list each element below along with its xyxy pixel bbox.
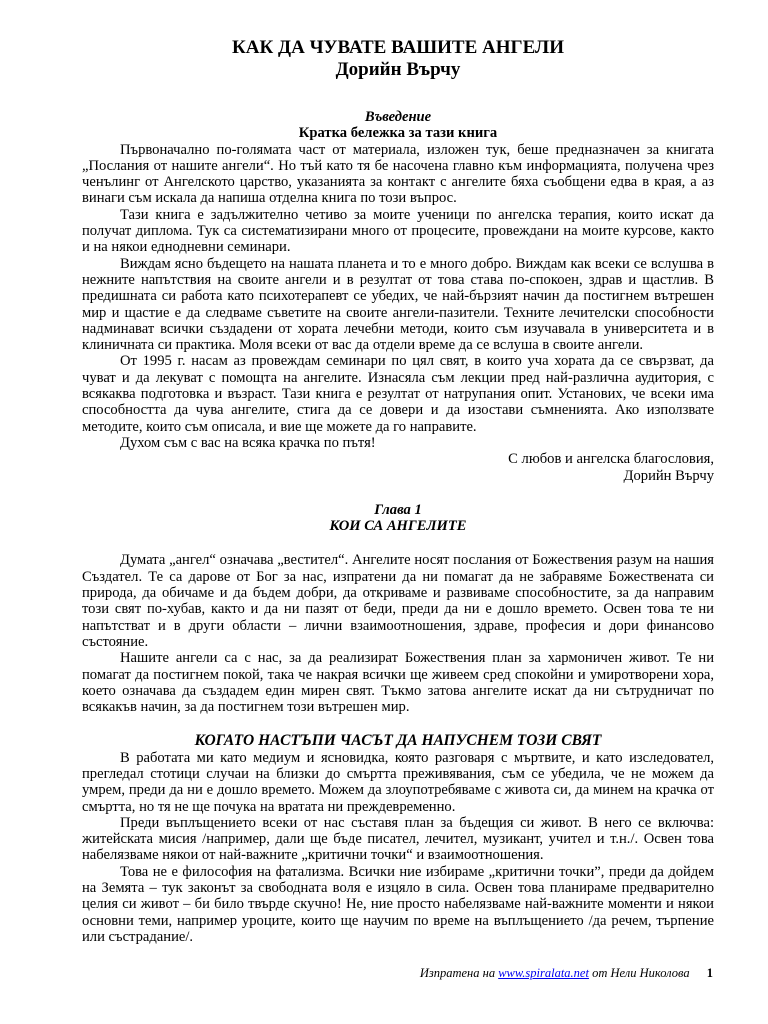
intro-signature: Дорийн Върчу	[623, 467, 714, 484]
page-number: 1	[706, 966, 713, 980]
intro-paragraph: Тази книга е задължително четиво за моите ученици по ангелска терапия, които искат да получат диплома. Тук са систематизирани много от процесите, провеждани на моите курсове, както и на някои еднодневни семинари.	[82, 206, 714, 256]
section-paragraph: В работата ми като медиум и ясновидка, която разговаря с мъртвите, и като изследовател, прегледал стотици случаи на близки до смъртта преживявания, съм се убедила, че не можем да умрем, преди да ни е дошло времето. Можем да злоупотребяваме с живота си, да минем на крачка от смъртта, но тя не ще почука на вратата ни преждевременно.	[82, 749, 714, 815]
book-title: КАК ДА ЧУВАТЕ ВАШИТЕ АНГЕЛИ	[232, 37, 564, 58]
page-footer	[0, 966, 713, 981]
footer-suffix: от Нели Николова	[592, 966, 690, 980]
intro-closing: С любов и ангелска благословия,	[508, 451, 714, 468]
chapter-paragraph: Нашите ангели са с нас, за да реализират Божествения план за хармоничен живот. Те ни помагат да постигнем покой, така че накрая всички ще живеем сред спокойни и умиротворени хора, което означава да създадем един мирен свят. Тъкмо затова ангелите искат да ни сътрудничат по всякакъв начин, за да постигнем този вътрешен мир.	[82, 650, 714, 716]
intro-paragraph: Първоначално по-голямата част от материала, изложен тук, беше предназначен за книгата „Послания от нашите ангели“. Но тъй като тя бе насочена главно към информацията, получена чрез ченълинг от Ангелското царство, указанията за контакт с ангелите бяха съобщени едва в края, а аз винаги съм искала да напиша отделна книга по този въпрос.	[82, 141, 714, 207]
chapter-label: Глава 1	[374, 501, 422, 518]
section-paragraph: Преди въплъщението всеки от нас съставя план за бъдещия си живот. В него се включва: житейската мисия /например, дали ще бъде писател, лечител, музикант, учител и т.н./. Освен това набелязваме някои от най-важните „критични точки“ и взаимоотношения.	[82, 814, 714, 864]
page-content	[82, 36, 714, 945]
intro-paragraph: От 1995 г. насам аз провеждам семинари по цял свят, в които уча хората да се свързват, да чуват и да лекуват с помощта на ангелите. Изнасяла съм лекции пред най-различна аудитория, с всякаква подготовка и възраст. Тази книга е резултат от натрупания опит. Установих, че всеки има способността да чува ангелите, стига да се довери и да изостави съмненията. Ако използвате методите, които съм описала, и вие ще можете да го направите.	[82, 353, 714, 435]
chapter-title: КОИ СА АНГЕЛИТЕ	[329, 518, 467, 535]
chapter-paragraph: Думата „ангел“ означава „вестител“. Ангелите носят послания от Божествения разум на нашия Създател. Те са дарове от Бог за нас, изпратени да ни помагат да не забравяме Божествената си природа, да обичаме и да бъдем добри, да откриваме и развиваме способностите, за да направим този свят по-хубав, както и да ни пазят от беди, преди да ни е дошло времето. Освен това те ни напътстват и в други области – лични взаимоотношения, здраве, професия и дори финансово състояние.	[82, 552, 714, 650]
intro-subheading: Кратка бележка за тази книга	[298, 125, 498, 142]
section-paragraph: Това не е философия на фатализма. Всички ние избираме „критични точки”, преди да дойдем на Земята – тук законът за свободната воля е изцяло в сила. Освен това планираме предварително целия си живот – би било твърде скучно! Не, ние просто набелязваме най-важните моменти и някои основни теми, например уроците, които ще научим по време на въплъщението /да речем, търпение или състрадание/.	[82, 863, 714, 945]
intro-paragraph: Виждам ясно бъдещето на нашата планета и то е много добро. Виждам как всеки се вслушва в нежните напътствия на своите ангели и в резултат от това става по-спокоен, здрав и щастлив. В предишната си работа като психотерапевт се убедих, че най-бързият начин да постигнем вътрешен мир и щастие е да следваме съветите на своите ангели-пазители. Техните лечителски способности надминават всички създадени от хората лечебни методи, които съм изучавала в университета и в клиничната си практика. Моля всеки от вас да отдели време да се вслуша в своите ангели.	[82, 255, 714, 354]
intro-heading: Въведение	[364, 109, 432, 125]
footer-link[interactable]: www.spiralata.net	[498, 966, 589, 980]
book-author: Дорийн Върчу	[335, 59, 461, 80]
section-title: КОГАТО НАСТЪПИ ЧАСЪТ ДА НАПУСНЕМ ТОЗИ СВЯТ	[194, 732, 602, 750]
intro-paragraph: Духом съм с вас на всяка крачка по пътя!	[120, 434, 376, 451]
footer-prefix: Изпратена на	[419, 966, 496, 980]
